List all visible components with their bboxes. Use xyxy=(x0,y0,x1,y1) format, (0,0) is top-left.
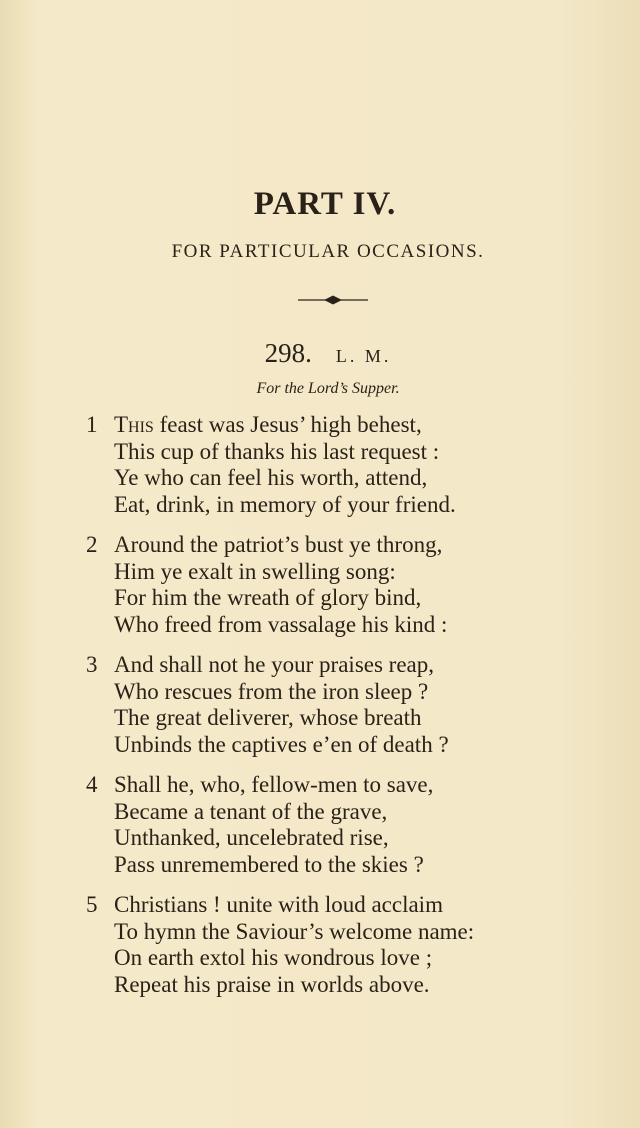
verse-line xyxy=(0,559,640,586)
verse-line-text: Pass unremembered to the skies ? xyxy=(114,851,424,877)
hymn-meter: L. M. xyxy=(335,346,392,366)
verse-line xyxy=(0,585,640,612)
verse-line xyxy=(0,825,640,852)
verse-line-text: And shall not he your praises reap, xyxy=(114,652,435,677)
verse-line-text: Who rescues from the iron sleep ? xyxy=(114,678,429,704)
verse-line xyxy=(0,679,640,706)
verse-line xyxy=(0,945,640,972)
verse-line xyxy=(0,705,640,732)
verse-line-text: Shall he, who, fellow-men to save, xyxy=(114,772,434,797)
verse-line-text: Around the patriot’s bust ye throng, xyxy=(114,532,443,557)
verse-5 xyxy=(0,892,640,998)
verse-line-text: To hymn the Saviour’s welcome name: xyxy=(114,918,475,944)
verse-line-text: Unbinds the captives e’en of death ? xyxy=(114,731,449,757)
verse-line-text: This cup of thanks his last request : xyxy=(114,438,440,464)
verse-line-text: Ye who can feel his worth, attend, xyxy=(114,465,428,490)
verse-first-word: This xyxy=(114,412,154,437)
verse-4 xyxy=(0,772,640,878)
verse-line xyxy=(0,732,640,759)
verse-line xyxy=(0,919,640,946)
hymn-verses xyxy=(0,412,640,1012)
verse-line xyxy=(0,412,640,439)
verse-number: 3 xyxy=(86,652,98,677)
verse-line xyxy=(0,465,640,492)
verse-number: 1 xyxy=(86,412,98,437)
verse-line xyxy=(0,532,640,559)
verse-line xyxy=(0,612,640,639)
verse-line xyxy=(0,852,640,879)
verse-line xyxy=(0,652,640,679)
hymn-number: 298. xyxy=(264,338,312,368)
verse-line-text: Christians ! unite with loud acclaim xyxy=(114,892,443,917)
verse-3 xyxy=(0,652,640,758)
verse-line xyxy=(0,892,640,919)
verse-number: 5 xyxy=(86,892,98,917)
verse-line-text: Became a tenant of the grave, xyxy=(114,798,388,824)
verse-line-text: The great deliverer, whose breath xyxy=(114,705,422,730)
verse-line xyxy=(0,492,640,519)
verse-line-text: Unthanked, uncelebrated rise, xyxy=(114,825,389,850)
verse-1 xyxy=(0,412,640,518)
verse-line xyxy=(0,439,640,466)
part-title: PART IV. xyxy=(253,186,397,222)
hymn-occasion: For the Lord’s Supper. xyxy=(256,380,400,397)
verse-line-text: Repeat his praise in worlds above. xyxy=(114,971,430,997)
verse-line xyxy=(0,799,640,826)
verse-number: 4 xyxy=(86,772,98,797)
verse-line-text: feast was Jesus’ high behest, xyxy=(153,412,422,437)
verse-line-text: For him the wreath of glory bind, xyxy=(114,585,422,610)
verse-line-text: Him ye exalt in swelling song: xyxy=(114,558,396,584)
verse-line-text: On earth extol his wondrous love ; xyxy=(114,945,433,970)
verse-line xyxy=(0,772,640,799)
ornament-divider-icon xyxy=(298,292,368,308)
hymn-heading xyxy=(0,338,640,369)
verse-line-text: Eat, drink, in memory of your friend. xyxy=(114,491,456,517)
verse-number: 2 xyxy=(86,532,98,557)
verse-2 xyxy=(0,532,640,638)
verse-line xyxy=(0,972,640,999)
verse-line-text: Who freed from vassalage his kind : xyxy=(114,611,448,637)
part-subtitle: FOR PARTICULAR OCCASIONS. xyxy=(171,241,485,262)
